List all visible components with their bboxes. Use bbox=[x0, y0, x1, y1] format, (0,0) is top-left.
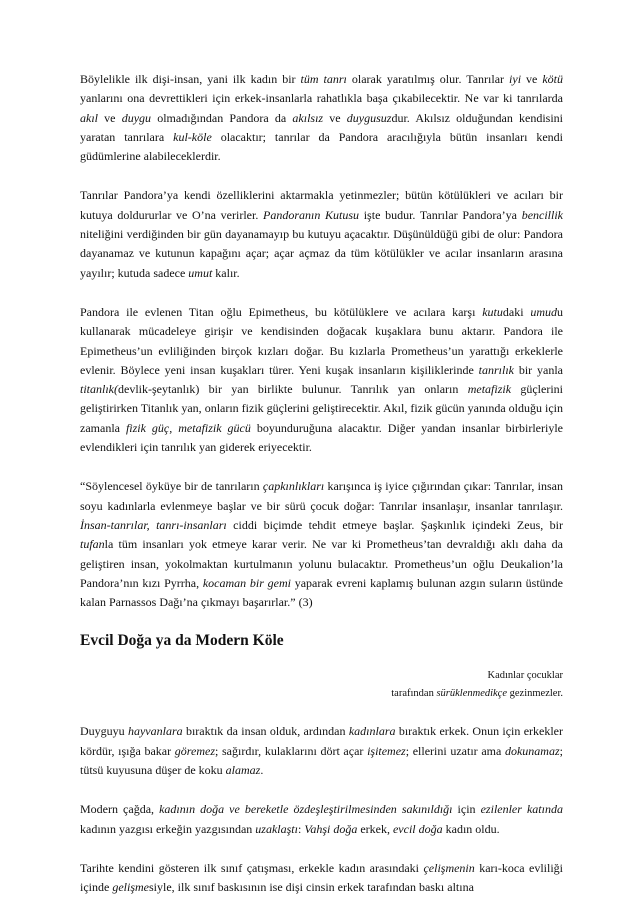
emphasis: hayvanlara bbox=[127, 724, 183, 739]
paragraph-5: Duyguyu hayvanlara bıraktık da insan olduk, ardından kadınlara bıraktık erkek. Onun için erkekler kördür, ışığa bakar göremez; sağırdır, kulaklarını dört açar işitemez; ellerini uzatır ama dokunamaz; tütsü kuyusuna düşer de koku alamaz. bbox=[80, 724, 564, 778]
emphasis: evcil doğa bbox=[392, 821, 443, 836]
emphasis: Pandoranın Kutusu bbox=[263, 207, 360, 222]
emphasis: fizik güç, metafizik gücü bbox=[125, 420, 251, 435]
paragraph-4-quote: “Söylencesel öyküye bir de tanrıların çapkınlıkları karışınca iş iyice çığırından çıkar: Tanrılar, insan soyu kadınlarla evlenmeye başlar ve bir sürü çocuk doğar: Tanrılar insanlaşır, insanlar tanrılaşır. İnsan-tanrılar, tanrı-insanları ciddi biçimde tehdit etmeye başlar. Şaşkınlık içindeki Zeus, bir tufanla tüm insanları yok etmeye karar verir. Ne var ki Prometheus’tan devraldığı aklı daha da geliştiren insan, yokolmaktan kurtulmanın yolunu bulacaktır. Prometheus’un oğlu Deukalion’la Pandora’nın kızı Pyrrha, kocaman bir gemi yaparak evreni kaplamış bulunan azgın suların üstünde kalan Parnassos Dağı’na çıkmayı başarırlar.” (3) bbox=[80, 479, 564, 610]
emphasis: duygusuz bbox=[346, 110, 392, 125]
emphasis: bencillik bbox=[521, 207, 564, 222]
emphasis: tanrılık bbox=[478, 362, 514, 377]
emphasis: titanlık( bbox=[80, 382, 118, 397]
emphasis: ezilenler katında bbox=[480, 802, 563, 817]
emphasis: dokunamaz bbox=[504, 743, 560, 758]
emphasis: kutu bbox=[482, 304, 503, 319]
emphasis: kötü bbox=[542, 72, 563, 86]
epigraph-line-1: Kadınlar çocuklar bbox=[487, 670, 563, 682]
emphasis: kocaman bir gemi bbox=[202, 575, 291, 590]
emphasis: tufan bbox=[80, 537, 105, 552]
emphasis: sürüklenmedikçe bbox=[436, 688, 508, 700]
emphasis: metafizik bbox=[467, 382, 512, 397]
emphasis: akıl bbox=[80, 110, 98, 125]
emphasis: çelişmenin bbox=[423, 860, 475, 875]
emphasis: gelişme bbox=[112, 880, 149, 895]
emphasis: iyi bbox=[509, 72, 522, 86]
emphasis: alamaz bbox=[225, 763, 261, 778]
document-page bbox=[80, 70, 563, 918]
emphasis: uzaklaştı bbox=[255, 821, 298, 836]
emphasis: çapkınlıkları bbox=[262, 479, 325, 494]
emphasis: göremez bbox=[174, 743, 215, 758]
epigraph bbox=[80, 667, 563, 703]
epigraph-line-2: tarafından sürüklenmedikçe gezinmezler. bbox=[391, 688, 563, 700]
paragraph-6: Modern çağda, kadının doğa ve bereketle özdeşleştirilmesinden sakınıldığı için ezilenler katında kadının yazgısı erkeğin yazgısından uzaklaştı: Vahşi doğa erkek, evcil doğa kadın oldu. bbox=[80, 802, 563, 836]
emphasis: İnsan-tanrılar, tanrı-insanları bbox=[80, 517, 227, 532]
section-heading: Evcil Doğa ya da Modern Köle bbox=[80, 632, 284, 650]
emphasis: umut bbox=[188, 265, 213, 280]
emphasis: kul-köle bbox=[173, 129, 212, 144]
emphasis: duygu bbox=[121, 110, 152, 125]
paragraph-3: Pandora ile evlenen Titan oğlu Epimetheus, bu kötülüklere ve acılara karşı kutudaki umudu kullanarak mücadeleye girişir ve kendisinden doğacak kuşaklara bunu aktarır. Pandora ile Epimetheus’un evliliğinden birçok kızları doğar. Bu kızlarla Prometheus’un yarattığı erkeklerle evlenir. Böylece yeni insan kuşakları türer. Yeni kuşak insanların kişiliklerinde tanrılık bir yanla titanlık(devlik-şeytanlık) bir yan birlikte bulunur. Tanrılık yan onların metafizik güçlerini geliştirirken Titanlık yan, onların fizik güçlerini geliştirecektir. Akıl, fizik gücün yanında olduğu için zamanla fizik güç, metafizik gücü boyunduruğuna alacaktır. Diğer yandan insanlar birbirleriyle evlendikleri için tanrılık yan giderek eriyecektir. bbox=[80, 304, 563, 455]
emphasis: kadının doğa ve bereketle özdeşleştirilmesinden sakınıldığı bbox=[159, 802, 453, 817]
emphasis: tüm tanrı bbox=[300, 72, 347, 86]
paragraph-2: Tanrılar Pandora’ya kendi özelliklerini aktarmakla yetinmezler; bütün kötülükleri ve acıları bir kutuya doldururlar ve O’na verirler. Pandoranın Kutusu işte budur. Tanrılar Pandora’ya bencillik niteliğini verdiğinden bir gün dayanamayıp bu kutuyu açacaktır. Düşünüldüğü gibi de olur: Pandora dayanamaz ve kutunun kapağını açar; açar açmaz da tüm kötülükler ve acılar insanların arasına yayılır; kutuda sadece umut kalır. bbox=[80, 188, 564, 280]
emphasis: umud bbox=[530, 304, 557, 319]
emphasis: kadınlara bbox=[348, 724, 396, 739]
paragraph-1: Böylelikle ilk dişi-insan, yani ilk kadın bir tüm tanrı olarak yaratılmış olur. Tanrılar iyi ve kötü yanlarını ona devrettikleri için erkek-insanlarla rahatlıkla başa çıkabilecektir. Ne var ki tanrılarda akıl ve duygu olmadığından Pandora da akılsız ve duygusuzdur. Akılsız olduğundan kendisini yaratan tanrılara kul-köle olacaktır; tanrılar da Pandora aracılığıyla bütün insanları kendi güdümlerine alabileceklerdir. bbox=[80, 72, 564, 164]
emphasis: işitemez bbox=[367, 743, 406, 758]
emphasis: akılsız bbox=[292, 110, 324, 125]
paragraph-7: Tarihte kendini gösteren ilk sınıf çatışması, erkekle kadın arasındaki çelişmenin karı-koca evliliği içinde gelişmesiyle, ilk sınıf baskısının ise dişi cinsin erkek tarafından baskı altına bbox=[80, 860, 563, 895]
emphasis: Vahşi doğa bbox=[304, 821, 358, 836]
